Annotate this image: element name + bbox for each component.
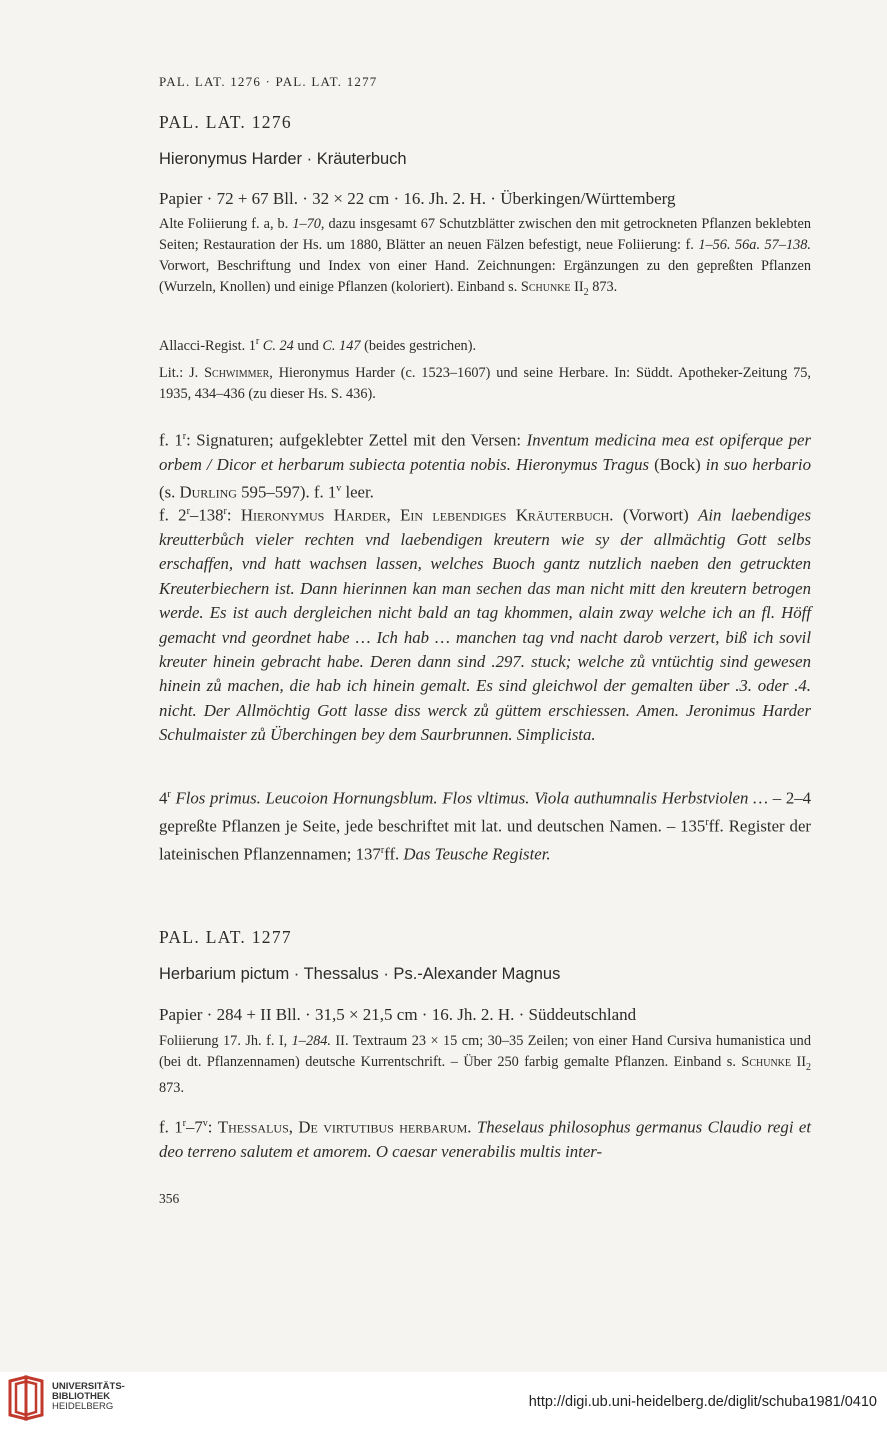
codicology-note-1277: Foliierung 17. Jh. f. I, 1–284. II. Textraum 23 × 15 cm; 30–35 Zeilen; von einer Hand Cursiva humanistica und (bei dt. Pflanzennamen) deutsche Kurrentschrift. – Über 250 farbig gemalte Pflanzen. Einband s. Schunke $II_2$ 873. <box>159 1033 811 1096</box>
physical-description-1277: Papier · 284 + II Bll. · 31,5 × 21,5 cm · 16. Jh. 2. H. · Süddeutschland <box>159 1005 637 1024</box>
page-number: 356 <box>159 1191 180 1206</box>
physical-description-1276: Papier · 72 + 67 Bll. · 32 × 22 cm · 16. Jh. 2. H. · Überkingen/Württemberg <box>159 189 676 208</box>
content-paragraph-3: 4$^r$ Flos primus. Leucoion Hornungsblum. Flos vltimus. Viola authumnalis Herbstviolen … – 2–4 gepreßte Pflanzen je Seite, jede beschriftet mit lat. und deutschen Namen. – 135$^r$ff. Register der lateinischen Pflanzennamen; 137$^r$ff. Das Teusche Register. <box>159 788 812 864</box>
literature-1276: Lit.: J. Schwimmer, Hieronymus Harder (c. 1523–1607) und seine Herbare. In: Süddt. Apotheker-Zeitung 75, 1935, 434–436 (zu dieser Hs. S. 436). <box>159 365 812 402</box>
codicology-note-1276: Alte Foliierung f. a, b. 1–70, dazu insgesamt 67 Schutzblätter zwischen den mit getrockneten Pflanzen beklebten Seiten; Restauration der Hs. um 1880, Blätter an neuen Fälzen befestigt, neue Foliierung: f. 1–56. 56a. 57–138. Vorwort, Beschriftung und Index von einer Hand. Zeichnungen: Ergänzungen zu den gepreßten Pflanzen (Wurzeln, Knollen) und einige Pflanzen (koloriert). Einband s. Schunke $II_2$ 873. <box>159 216 811 298</box>
content-paragraph-1: f. 1$^r$: Signaturen; aufgeklebter Zettel mit den Versen: Inventum medicina mea est opiferque per orbem / Dicor et herbarum subiecta potentia nobis. Hieronymus Tragus (Bock) in suo herbario (s. Durling 595–597). f. 1$^v$ leer. <box>159 430 811 502</box>
running-head: PAL. LAT. 1276 · PAL. LAT. 1277 <box>159 74 378 89</box>
entry-title-1276: Hieronymus Harder · Kräuterbuch <box>159 150 407 168</box>
library-logo-icon <box>6 1375 46 1423</box>
library-name-line-2: BIBLIOTHEK <box>52 1391 111 1402</box>
library-name-line-3: HEIDELBERG <box>52 1401 114 1412</box>
content-paragraph-4: f. 1$^r$–7$^v$: Thessalus, De virtutibus herbarum. Theselaus philosophus germanus Claudio regi et deo terreno salutem et amorem. O caesar venerabilis multis inter- <box>159 1117 812 1161</box>
entry-title-1277: Herbarium pictum · Thessalus · Ps.-Alexander Magnus <box>159 965 561 983</box>
allacci-register-1276: Allacci-Regist. 1$^r$ C. 24 und C. 147 (beides gestrichen). <box>159 336 477 354</box>
content-paragraph-2: f. 2$^r$–138$^r$: Hieronymus Harder, Ein lebendiges Kräuterbuch. (Vorwort) Ain laebendiges kreutterbůch vieler rechten vnd laebendigen kreutern wie sy der allmächtig Gott selbs erschaffen, vnd hatt wachsen lassen, welches Buoch gantz nutzlich naeben den getruckten Kreuterbiechern ist. Dann hierinnen kan man sechen das man nicht mitt den kreutern betrogen werde. Es ist auch dergleichen nicht bald an tag khommen, alain zway welche ich an fl. Höff gemacht vnd geordnet habe … Ich hab … manchen tag vnd nacht darob verzert, biß ich sovil kreuter hinein gebracht habe. Deren dann sind .297. stuck; welche zů vntüchtig sind gewesen hinein zů machen, die hab ich hinein gemalt. Es sind gleichwol der gemalten über .3. oder .4. nicht. Der Allmöchtig Gott lasse diss werck zů güttem erschiessen. Amen. Jeronimus Harder Schulmaister zů Überchingen bey dem Saurbrunnen. Simplicista. <box>159 505 811 745</box>
shelfmark-1276: PAL. LAT. 1276 <box>159 112 292 132</box>
source-url-link[interactable]: http://digi.ub.uni-heidelberg.de/diglit/schuba1981/0410 <box>528 1394 877 1410</box>
library-name <box>52 1382 125 1412</box>
library-name-line-1: UNIVERSITÄTS- <box>52 1381 125 1392</box>
shelfmark-1277: PAL. LAT. 1277 <box>159 927 292 947</box>
